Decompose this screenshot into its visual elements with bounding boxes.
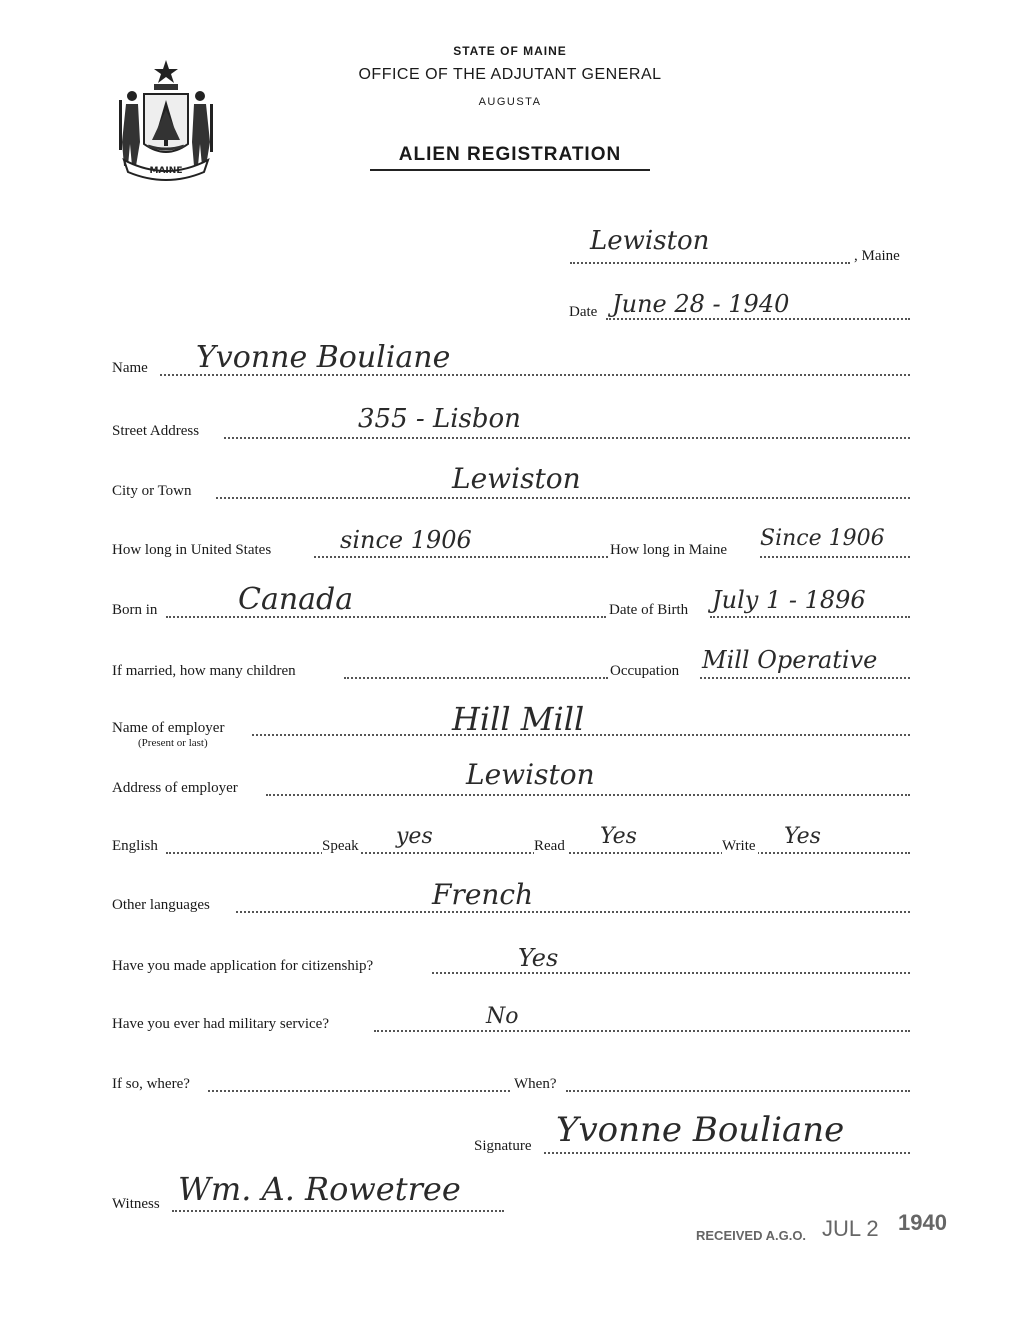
us-label: How long in United States — [112, 542, 272, 558]
name-label: Name — [112, 360, 148, 376]
received-stamp-year: 1940 — [898, 1210, 947, 1235]
read-value: Yes — [600, 824, 637, 849]
employer-sublabel: (Present or last) — [138, 737, 208, 749]
witness-line — [172, 1210, 504, 1212]
citizenship-line — [432, 972, 910, 974]
city-label: City or Town — [112, 483, 192, 499]
employer-address-value: Lewiston — [466, 758, 595, 791]
date-line — [606, 318, 910, 320]
dob-label: Date of Birth — [609, 602, 689, 618]
military-label: Have you ever had military service? — [112, 1016, 329, 1032]
employer-label: Name of employer — [112, 720, 225, 736]
street-label: Street Address — [112, 423, 200, 439]
write-label: Write — [722, 838, 756, 854]
where-line — [208, 1090, 510, 1092]
military-value: No — [486, 1004, 519, 1029]
children-line — [344, 677, 608, 679]
street-line — [224, 437, 910, 439]
signature-value: Yvonne Bouliane — [556, 1110, 845, 1150]
place-line — [570, 262, 850, 264]
children-label: If married, how many children — [112, 663, 296, 679]
when-label: When? — [514, 1076, 557, 1092]
witness-value: Wm. A. Rowetree — [178, 1170, 461, 1208]
english-label: English — [112, 838, 158, 854]
maine-state-seal-icon — [110, 56, 222, 182]
citizenship-label: Have you made application for citizenship? — [112, 958, 374, 974]
when-line — [566, 1090, 910, 1092]
form-title: ALIEN REGISTRATION — [398, 144, 622, 165]
employer-address-label: Address of employer — [112, 780, 238, 796]
city-line — [216, 497, 910, 499]
speak-value: yes — [396, 824, 433, 849]
employer-address-line — [266, 794, 910, 796]
occupation-label: Occupation — [610, 663, 680, 679]
born-line — [166, 616, 606, 618]
employer-value: Hill Mill — [452, 700, 585, 738]
born-label: Born in — [112, 602, 158, 618]
speak-label: Speak — [322, 838, 359, 854]
date-value: June 28 - 1940 — [612, 290, 790, 318]
citizenship-value: Yes — [518, 944, 559, 972]
born-value: Canada — [238, 582, 354, 617]
svg-text:MAINE: MAINE — [149, 166, 183, 176]
received-stamp-label: RECEIVED A.G.O. — [696, 1228, 807, 1243]
received-stamp-date: JUL 2 — [822, 1216, 879, 1241]
state-heading: STATE OF MAINE — [453, 44, 567, 58]
other-languages-label: Other languages — [112, 897, 210, 913]
city-value: Lewiston — [452, 462, 581, 495]
dob-line — [710, 616, 910, 618]
read-label: Read — [534, 838, 565, 854]
other-languages-value: French — [432, 878, 534, 911]
maine-duration-line — [760, 556, 910, 558]
maine-duration-label: How long in Maine — [610, 542, 728, 558]
city-heading: AUGUSTA — [478, 96, 542, 108]
other-languages-line — [236, 911, 910, 913]
signature-line — [544, 1152, 910, 1154]
where-label: If so, where? — [112, 1076, 190, 1092]
name-value: Yvonne Bouliane — [196, 340, 451, 375]
office-heading: OFFICE OF THE ADJUTANT GENERAL — [358, 66, 662, 83]
dob-value: July 1 - 1896 — [712, 586, 866, 614]
write-value: Yes — [784, 824, 821, 849]
us-line — [314, 556, 608, 558]
witness-label: Witness — [112, 1196, 160, 1212]
date-label: Date — [569, 304, 598, 320]
place-value: Lewiston — [590, 226, 710, 256]
occupation-line — [700, 677, 910, 679]
us-value: since 1906 — [340, 526, 472, 554]
occupation-value: Mill Operative — [702, 646, 878, 674]
signature-label: Signature — [474, 1138, 532, 1154]
title-underline — [370, 169, 650, 171]
maine-duration-value: Since 1906 — [760, 526, 885, 551]
maine-label: , Maine — [854, 248, 900, 264]
street-value: 355 - Lisbon — [358, 404, 521, 434]
military-line — [374, 1030, 910, 1032]
